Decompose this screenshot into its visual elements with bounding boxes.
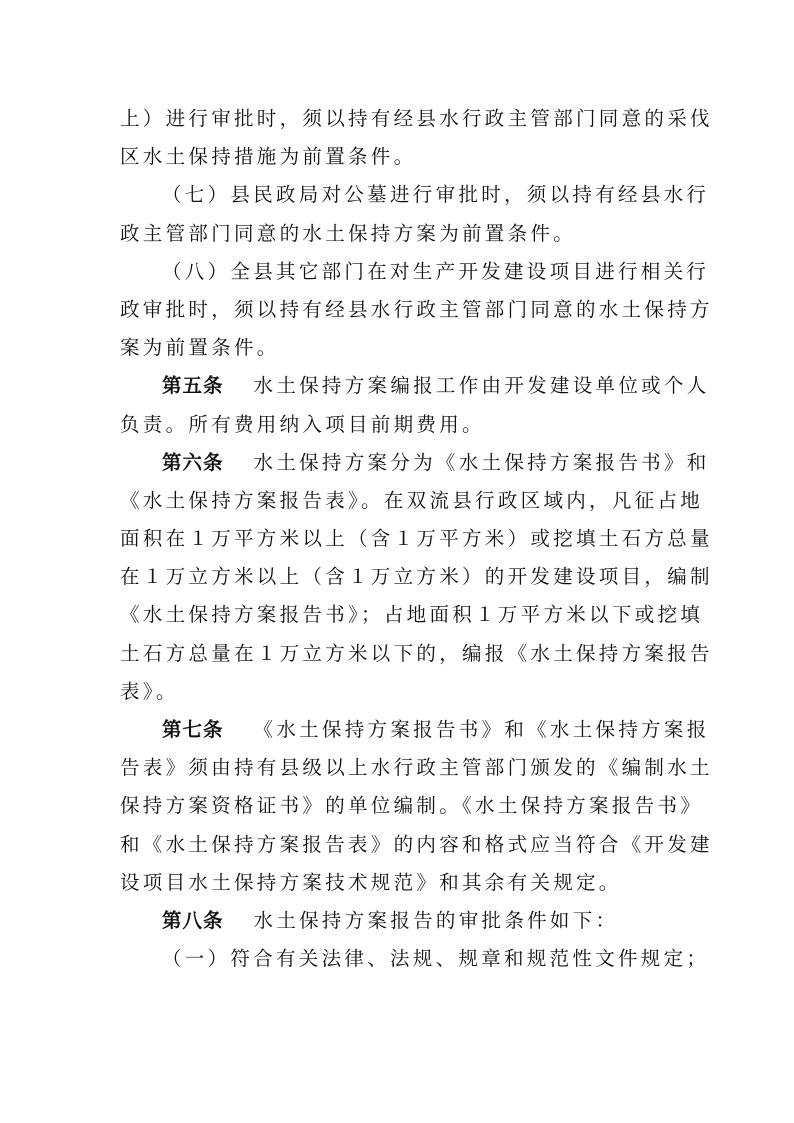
line-text: 面积在１万平方米以上（含１万平方米）或挖填土石方总量 — [120, 527, 713, 551]
text-line — [120, 520, 713, 558]
line-text: 《水土保持方案报告表》。在双流县行政区域内，凡征占地 — [120, 488, 704, 512]
text-line — [120, 176, 710, 214]
line-text: 告表》须由持有县级以上水行政主管部门颁发的《编制水土 — [120, 756, 713, 780]
text-line — [120, 215, 674, 253]
text-line — [120, 253, 710, 291]
text-line — [120, 902, 674, 940]
line-text: 水土保持方案分为《水土保持方案报告书》和 — [253, 450, 710, 474]
line-text: 保持方案资格证书》的单位编制。《水土保持方案报告书》 — [120, 794, 704, 818]
text-line — [120, 444, 710, 482]
text-line — [120, 406, 674, 444]
line-text: 《水土保持方案报告书》和《水土保持方案报 — [253, 718, 710, 741]
text-line — [120, 329, 674, 367]
text-line — [120, 367, 710, 405]
line-text: 政主管部门同意的水土保持方案为前置条件。 — [120, 221, 577, 245]
line-text: 设项目水土保持方案技术规范》和其余有关规定。 — [120, 870, 622, 894]
text-line — [120, 711, 710, 749]
line-text: 表》。 — [120, 679, 179, 703]
article-heading: 第六条 — [162, 450, 224, 474]
line-text: 水土保持方案编报工作由开发建设单位或个人 — [253, 374, 710, 398]
text-line — [120, 291, 713, 329]
text-line — [120, 596, 704, 634]
text-line — [120, 673, 674, 711]
text-line — [120, 635, 713, 673]
line-text: （八）全县其它部门在对生产开发建设项目进行相关行 — [162, 259, 710, 283]
article-heading: 第八条 — [162, 908, 224, 932]
text-line — [120, 940, 710, 978]
text-line — [120, 864, 674, 902]
line-text: 土石方总量在１万立方米以下的，编报《水土保持方案报告 — [120, 641, 713, 665]
text-line — [120, 100, 713, 138]
text-line — [120, 749, 713, 787]
line-text: 《水土保持方案报告书》；占地面积１万平方米以下或挖填 — [120, 603, 704, 627]
text-line — [120, 787, 704, 825]
article-heading: 第五条 — [162, 374, 224, 398]
text-line — [120, 138, 674, 176]
line-text: 水土保持方案报告的审批条件如下： — [253, 908, 619, 932]
line-text: 和《水土保持方案报告表》的内容和格式应当符合《开发建 — [120, 832, 713, 856]
text-line — [120, 482, 704, 520]
document-body — [120, 100, 713, 978]
article-heading: 第七条 — [162, 718, 224, 741]
line-text: （七）县民政局对公墓进行审批时，须以持有经县水行 — [162, 183, 710, 207]
line-text: 区水土保持措施为前置条件。 — [120, 145, 417, 169]
line-text: 上）进行审批时，须以持有经县水行政主管部门同意的采伐 — [120, 107, 713, 130]
line-text: 案为前置条件。 — [120, 336, 280, 360]
line-text: 政审批时，须以持有经县水行政主管部门同意的水土保持方 — [120, 297, 713, 321]
text-line — [120, 558, 713, 596]
line-text: 在１万立方米以上（含１万立方米）的开发建设项目，编制 — [120, 565, 713, 589]
line-text: （一）符合有关法律、法规、规章和规范性文件规定； — [162, 947, 710, 971]
line-text: 负责。所有费用纳入项目前期费用。 — [120, 412, 485, 436]
text-line — [120, 826, 713, 864]
